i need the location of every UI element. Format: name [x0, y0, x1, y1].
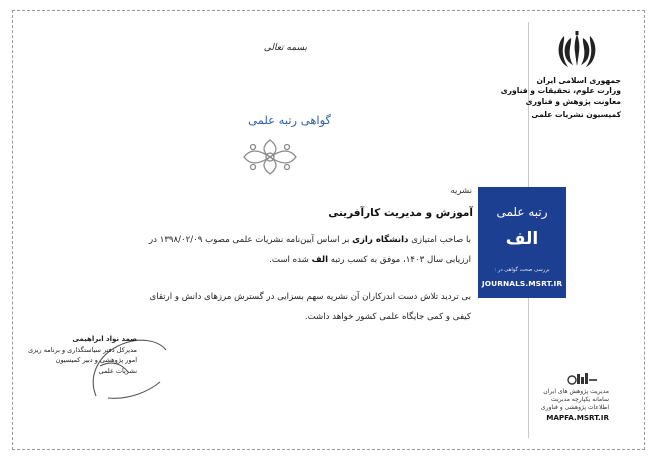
rank-card-value: الف: [505, 229, 539, 249]
rank-card-url[interactable]: JOURNALS.MSRT.IR: [481, 279, 563, 288]
mapfa-url[interactable]: MAPFA.MSRT.IR: [546, 413, 609, 422]
para1-line1-after: بر اساس آیین‌نامه نشریات علمی مصوب ۱۳۹۸/۰۲/۰۹ در: [148, 235, 350, 245]
mapfa-line-3: اطلاعات پژوهشی و فناوری: [540, 404, 609, 411]
rank-card-note: بررسی صحت گواهی در :: [494, 267, 550, 273]
journal-name: آموزش و مدیریت کارآفرینی: [328, 207, 473, 219]
paragraph-1-line-2: [269, 255, 471, 265]
signature-block: [28, 334, 137, 376]
sidebar-line-deputy: معاونت پژوهش و فناوری: [525, 97, 621, 106]
sidebar-line-commission: کمیسیون نشریات علمی: [531, 110, 621, 119]
para1-line2-after: شده است.: [269, 255, 309, 265]
paragraph-2-line-1: بی تردید تلاش دست اندرکاران آن نشریه سهم بسزایی در گسترش مرزهای دانش و ارتقای: [149, 292, 471, 302]
signer-title-line-3: نشریات علمی: [98, 366, 137, 375]
rank-card: [478, 187, 566, 298]
sidebar-line-ministry: وزارت علوم، تحقیقات و فناوری: [500, 86, 621, 95]
sidebar-line-country: جمهوری اسلامی ایران: [536, 76, 621, 85]
certificate-title: گواهی رتبه علمی: [248, 113, 331, 127]
paragraph-1-line-1: [149, 235, 471, 245]
para1-line1-before: با صاحب امتیازی: [411, 235, 471, 245]
signer-title-line-1: مدیرکل دفتر سیاستگذاری و برنامه ریزی: [28, 345, 137, 354]
mapfa-line-1: مدیریت پژوهش های ایران: [543, 388, 609, 395]
journal-label: نشریه: [450, 186, 472, 196]
rank-value-inline: الف: [311, 255, 329, 265]
mapfa-logo-icon: [563, 372, 599, 386]
signer-title-line-2: امور پژوهشی و دبیر کمیسیون: [55, 356, 137, 365]
ornament-icon: [240, 138, 300, 176]
paragraph-2-line-2: کیفی و کمی جایگاه علمی کشور خواهد داشت.: [304, 312, 471, 322]
bismillah-heading: بسمه تعالی: [263, 43, 307, 53]
mapfa-line-2: سامانه یکپارچه مدیریت: [551, 396, 609, 403]
signer-name: صمد نواد ابراهیمی: [72, 335, 137, 343]
iran-emblem-icon: [551, 30, 603, 72]
para1-line2-before: ارزیابی سال ۱۴۰۳، موفق به کسب رتبه: [330, 255, 471, 265]
institution-name: دانشگاه رازی: [352, 235, 409, 245]
rank-card-title: رتبه علمی: [496, 205, 548, 219]
